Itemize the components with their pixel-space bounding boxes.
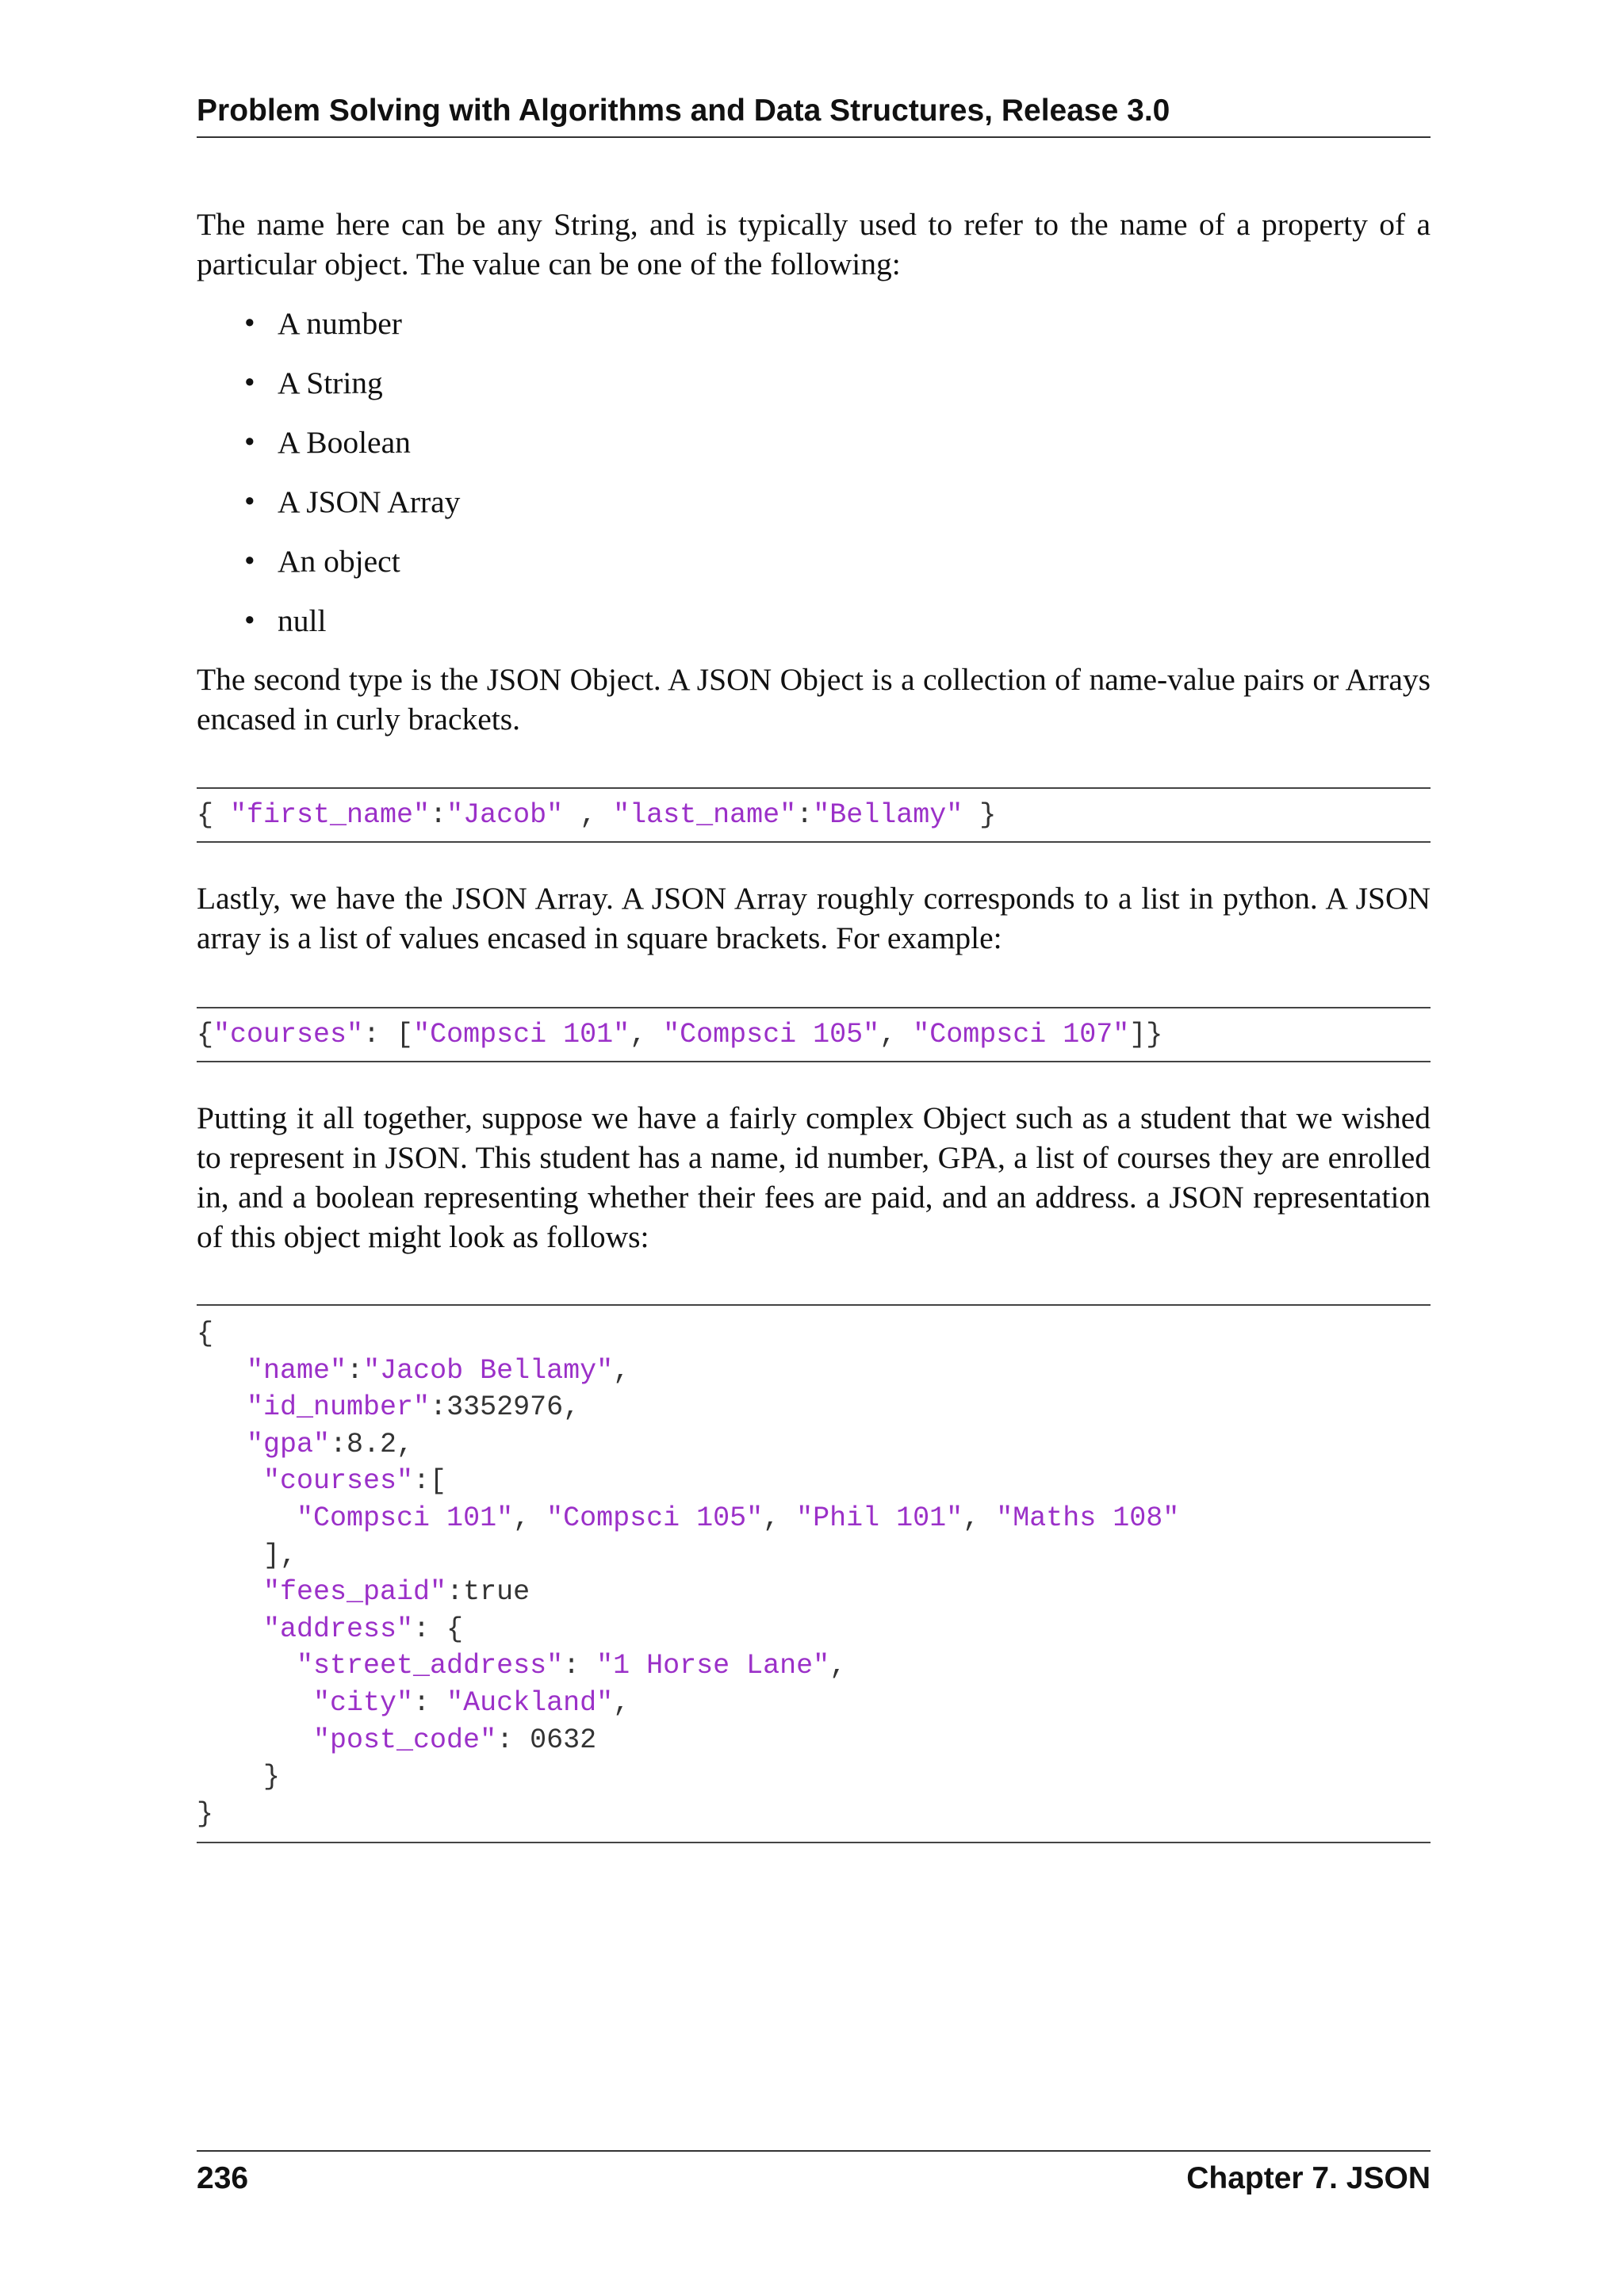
bullet-icon: • bbox=[244, 484, 255, 519]
code-line: "id_number":3352976, bbox=[247, 1391, 580, 1424]
paragraph-json-object: The second type is the JSON Object. A JSON Object is a collection of name-value pairs or Arrays encased in curly brackets. bbox=[197, 662, 1431, 737]
bullet-icon: • bbox=[244, 365, 255, 400]
code-line: "fees_paid":true bbox=[263, 1576, 530, 1609]
list-item: • null bbox=[244, 601, 460, 660]
code-line: "city": "Auckland", bbox=[313, 1686, 630, 1719]
running-header: Problem Solving with Algorithms and Data Structures, Release 3.0 bbox=[197, 92, 1431, 138]
code-line: ], bbox=[197, 1539, 297, 1571]
chapter-title: Chapter 7. JSON bbox=[1186, 2161, 1431, 2195]
code-line: "courses":[ bbox=[263, 1465, 447, 1498]
code-line: "name":"Jacob Bellamy", bbox=[247, 1354, 630, 1387]
bullet-icon: • bbox=[244, 603, 255, 637]
paragraph-student-example: Putting it all together, suppose we have a fairly complex Object such as a student that we wished to represent in JSON. This student has a name, id number, GPA, a list of courses they are enrolled in, and a boolean representing whether their fees are paid, and an address. a JSON representation of this object might look as follows: bbox=[197, 1100, 1431, 1254]
list-item: • A JSON Array bbox=[244, 482, 460, 541]
page-number: 236 bbox=[197, 2161, 249, 2195]
document-page bbox=[197, 0, 1431, 2296]
paragraph-value-intro: The name here can be any String, and is typically used to refer to the name of a property of a particular object. The value can be one of the following: bbox=[197, 207, 1431, 281]
code-block-array: {"courses": ["Compsci 101", "Compsci 105", "Compsci 107"]} bbox=[197, 1007, 1431, 1062]
code-block-object: { "first_name":"Jacob" , "last_name":"Bellamy" } bbox=[197, 787, 1431, 843]
bullet-icon: • bbox=[244, 306, 255, 340]
code-block-student bbox=[197, 1304, 1431, 1843]
code-line: } bbox=[197, 1797, 214, 1830]
paragraph-json-array: Lastly, we have the JSON Array. A JSON Array roughly corresponds to a list in python. A JSON array is a list of values encased in square brackets. For example: bbox=[197, 881, 1431, 955]
page-footer bbox=[197, 2150, 1431, 2195]
code-line: "address": { bbox=[263, 1613, 464, 1645]
code-line: } bbox=[197, 1761, 281, 1793]
value-type-list bbox=[244, 304, 460, 660]
list-item: • An object bbox=[244, 541, 460, 601]
code-line: "gpa":8.2, bbox=[247, 1428, 414, 1460]
bullet-icon: • bbox=[244, 544, 255, 578]
code-line: { bbox=[197, 1318, 214, 1349]
bullet-icon: • bbox=[244, 425, 255, 459]
code-line: "Compsci 101", "Compsci 105", "Phil 101", "Maths 108" bbox=[297, 1502, 1180, 1534]
list-item: • A Boolean bbox=[244, 423, 460, 482]
list-item: • A number bbox=[244, 304, 460, 363]
code-line: "post_code": 0632 bbox=[313, 1724, 597, 1756]
list-item: • A String bbox=[244, 363, 460, 423]
code-line: "street_address": "1 Horse Lane", bbox=[297, 1650, 847, 1682]
